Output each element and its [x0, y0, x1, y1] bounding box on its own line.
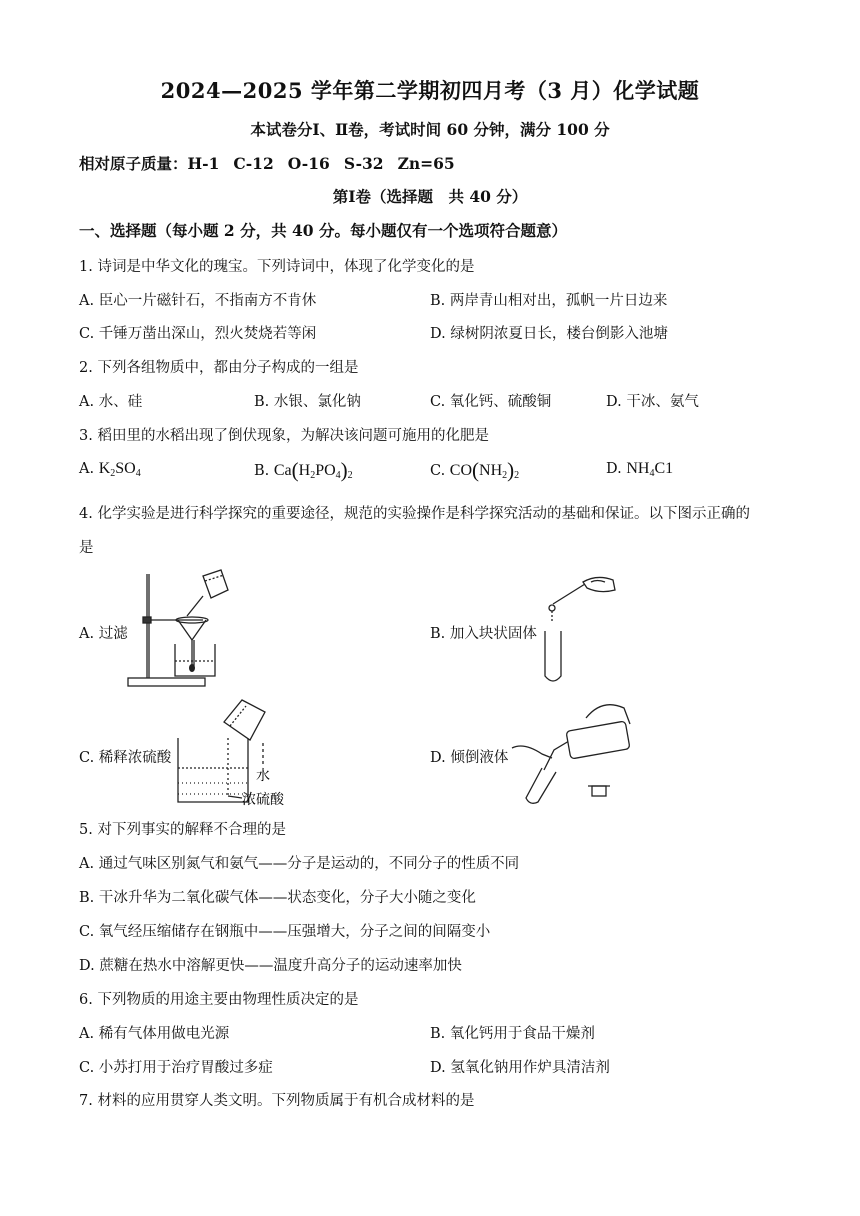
q2-option-c: C. 氧化钙、硫酸铜	[430, 394, 552, 410]
atomic-mass-s: S-32	[343, 154, 384, 173]
atomic-mass-o: O-16	[287, 154, 330, 173]
q4-stem-line2: 是	[79, 540, 94, 556]
q1-option-b: B. 两岸青山相对出，孤帆一片日边来	[430, 293, 668, 309]
formula-co-nh2-2: $CO(NH_2)_2$	[449, 458, 520, 482]
atomic-mass-line	[79, 152, 469, 174]
formula-nh4c1: $NH_4C1$	[626, 460, 674, 479]
atomic-mass-label: 相对原子质量：	[79, 154, 188, 173]
q3-option-b-label: B.	[254, 463, 270, 479]
section1-title: 一、选择题（每小题 2 分，共 40 分。每小题仅有一个选项符合题意）	[79, 221, 567, 240]
page-title: 2024—2025 学年第二学期初四月考（3 月）化学试题	[160, 78, 700, 103]
q3-option-c-label: C.	[430, 463, 446, 479]
q1-stem: 1. 诗词是中华文化的瑰宝。下列诗词中，体现了化学变化的是	[79, 259, 475, 275]
q3-option-b	[254, 458, 353, 483]
q4-stem-line1: 4. 化学实验是进行科学探究的重要途径，规范的实验操作是科学探究活动的基础和保证。以下图示正确的	[79, 506, 750, 522]
q4-option-d: D. 倾倒液体	[430, 750, 509, 766]
q2-option-b: B. 水银、氯化钠	[254, 394, 361, 410]
q5-stem: 5. 对下列事实的解释不合理的是	[79, 822, 286, 838]
q5-option-b: B. 干冰升华为二氧化碳气体——状态变化，分子大小随之变化	[79, 890, 476, 906]
add-solid-diagram	[535, 566, 625, 686]
q5-option-c: C. 氧气经压缩储存在钢瓶中——压强增大，分子之间的间隔变小	[79, 924, 491, 940]
formula-k2so4: $K_2SO_4$	[98, 460, 141, 479]
q4-option-c: C. 稀释浓硫酸	[79, 750, 172, 766]
q3-stem: 3. 稻田里的水稻出现了倒伏现象，为解决该问题可施用的化肥是	[79, 428, 489, 444]
q2-stem: 2. 下列各组物质中，都由分子构成的一组是	[79, 360, 359, 376]
q6-option-a: A. 稀有气体用做电光源	[79, 1026, 230, 1042]
q3-option-d	[606, 460, 673, 479]
atomic-mass-c: C-12	[233, 154, 274, 173]
part1-title: 第Ⅰ卷（选择题 共 40 分）	[332, 187, 528, 206]
exam-info: 本试卷分Ⅰ、Ⅱ卷，考试时间 60 分钟，满分 100 分	[250, 120, 610, 139]
q1-option-d: D. 绿树阴浓夏日长，楼台倒影入池塘	[430, 326, 668, 342]
filtration-diagram	[125, 566, 235, 691]
q4-option-a: A. 过滤	[79, 626, 128, 642]
q3-option-a-label: A.	[79, 461, 95, 477]
q6-option-d: D. 氢氧化钠用作炉具清洁剂	[430, 1060, 610, 1076]
q3-option-d-label: D.	[606, 461, 622, 477]
q3-option-c	[430, 458, 519, 483]
q7-stem: 7. 材料的应用贯穿人类文明。下列物质属于有机合成材料的是	[79, 1093, 475, 1109]
dilute-acid-diagram	[170, 698, 310, 810]
q6-stem: 6. 下列物质的用途主要由物理性质决定的是	[79, 992, 359, 1008]
q2-option-a: A. 水、硅	[79, 394, 143, 410]
q2-option-d: D. 干冰、氨气	[606, 394, 699, 410]
q5-option-d: D. 蔗糖在热水中溶解更快——温度升高分子的运动速率加快	[79, 958, 462, 974]
q6-option-c: C. 小苏打用于治疗胃酸过多症	[79, 1060, 273, 1076]
atomic-mass-h: H-1	[187, 154, 220, 173]
acid-label: 浓硫酸	[242, 792, 284, 808]
q4-option-b: B. 加入块状固体	[430, 626, 537, 642]
q3-option-a	[79, 460, 141, 479]
q1-option-c: C. 千锤万凿出深山，烈火焚烧若等闲	[79, 326, 317, 342]
q1-option-a: A. 臣心一片磁针石，不指南方不肯休	[79, 293, 317, 309]
q6-option-b: B. 氧化钙用于食品干燥剂	[430, 1026, 595, 1042]
formula-ca-h2po4-2: $Ca(H_2PO_4)_2$	[273, 458, 353, 482]
atomic-mass-zn: Zn=65	[397, 154, 455, 173]
q5-option-a: A. 通过气味区别氮气和氨气——分子是运动的，不同分子的性质不同	[79, 856, 520, 872]
pour-liquid-diagram	[502, 698, 642, 808]
water-label: 水	[256, 768, 270, 784]
